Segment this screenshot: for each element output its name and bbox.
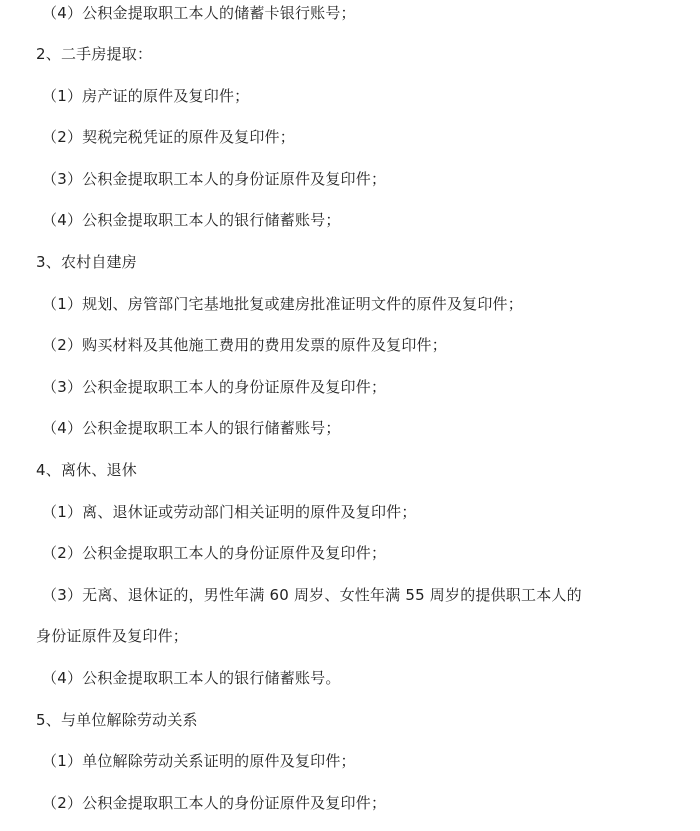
list-item: （1）离、退休证或劳动部门相关证明的原件及复印件； [42, 503, 417, 521]
list-item: （1）房产证的原件及复印件； [42, 87, 250, 105]
list-item: （4）公积金提取职工本人的银行储蓄账号； [42, 211, 341, 229]
list-item: （3）无离、退休证的，男性年满 60 周岁、女性年满 55 周岁的提供职工本人的 [42, 586, 582, 604]
list-item: （2）公积金提取职工本人的身份证原件及复印件； [42, 544, 387, 562]
section-heading: 5、与单位解除劳动关系 [36, 711, 198, 729]
list-item: （2）契税完税凭证的原件及复印件； [42, 128, 295, 146]
list-item: （4）公积金提取职工本人的银行储蓄账号。 [42, 669, 341, 687]
list-item: （4）公积金提取职工本人的银行储蓄账号； [42, 419, 341, 437]
section-heading: 2、二手房提取： [36, 45, 153, 63]
list-item: （2）公积金提取职工本人的身份证原件及复印件； [42, 794, 387, 812]
list-item-continuation: 身份证原件及复印件； [36, 627, 189, 645]
section-heading: 3、农村自建房 [36, 253, 137, 271]
list-item: （4）公积金提取职工本人的储蓄卡银行账号； [42, 4, 356, 22]
list-item: （3）公积金提取职工本人的身份证原件及复印件； [42, 378, 387, 396]
list-item: （2）购买材料及其他施工费用的费用发票的原件及复印件； [42, 336, 447, 354]
list-item: （3）公积金提取职工本人的身份证原件及复印件； [42, 170, 387, 188]
list-item: （1）规划、房管部门宅基地批复或建房批准证明文件的原件及复印件； [42, 295, 523, 313]
section-heading: 4、离休、退休 [36, 461, 137, 479]
list-item: （1）单位解除劳动关系证明的原件及复印件； [42, 752, 356, 770]
